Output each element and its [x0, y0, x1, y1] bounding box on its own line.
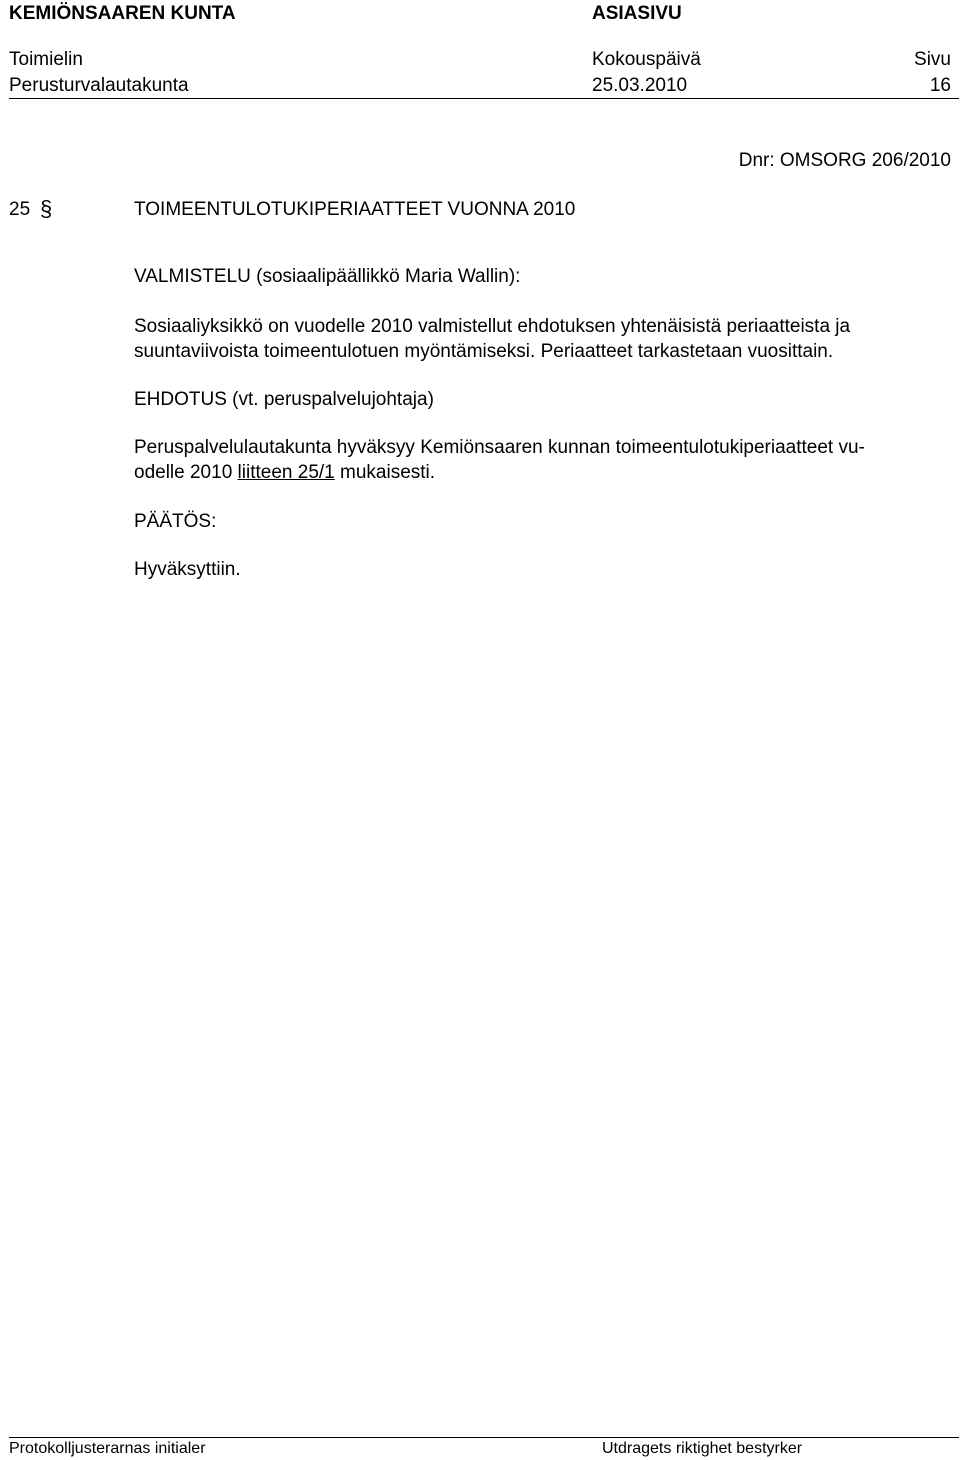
kokouspaiva-value: 25.03.2010: [592, 75, 688, 96]
section-title: TOIMEENTULOTUKIPERIAATTEET VUONNA 2010: [134, 199, 576, 220]
page-number: 16: [929, 75, 951, 96]
ehdotus-text-line-2: [134, 461, 435, 485]
document-type: ASIASIVU: [592, 3, 682, 24]
footer-certification-label: Utdragets riktighet bestyrker: [602, 1440, 803, 1457]
ehdotus-text-suffix: mukaisesti.: [334, 462, 436, 483]
ehdotus-text-line-1: Peruspalvelulautakunta hyväksyy Kemiönsaaren kunnan toimeentulotukiperiaatteet vu-: [134, 437, 865, 458]
kokouspaiva-label: Kokouspäivä: [592, 49, 701, 70]
dnr-number: Dnr: OMSORG 206/2010: [738, 150, 951, 171]
ehdotus-text-prefix: odelle 2010: [134, 462, 238, 483]
toimielin-label: Toimielin: [9, 49, 83, 70]
valmistelu-text-line-2: suuntaviivoista toimeentulotuen myöntämiseksi. Periaatteet tarkastetaan vuosittain.: [134, 341, 834, 362]
footer-rule: [9, 1437, 959, 1438]
section-number: 25: [9, 199, 31, 220]
valmistelu-heading: VALMISTELU (sosiaalipäällikkö Maria Wallin):: [134, 266, 521, 287]
header-rule: [9, 98, 959, 99]
organization-name: KEMIÖNSAAREN KUNTA: [9, 3, 236, 24]
toimielin-value: Perusturvalautakunta: [9, 75, 189, 96]
ehdotus-heading: EHDOTUS (vt. peruspalvelujohtaja): [134, 389, 434, 410]
valmistelu-text-line-1: Sosiaaliyksikkö on vuodelle 2010 valmistellut ehdotuksen yhtenäisistä periaatteista ja: [134, 316, 851, 337]
paatos-heading: PÄÄTÖS:: [134, 511, 217, 532]
attachment-link[interactable]: liitteen 25/1: [237, 462, 335, 483]
section-sign-icon: §: [40, 196, 53, 221]
paatos-text: Hyväksyttiin.: [134, 559, 241, 580]
footer-initials-label: Protokolljusterarnas initialer: [9, 1440, 206, 1457]
sivu-label: Sivu: [914, 49, 951, 70]
